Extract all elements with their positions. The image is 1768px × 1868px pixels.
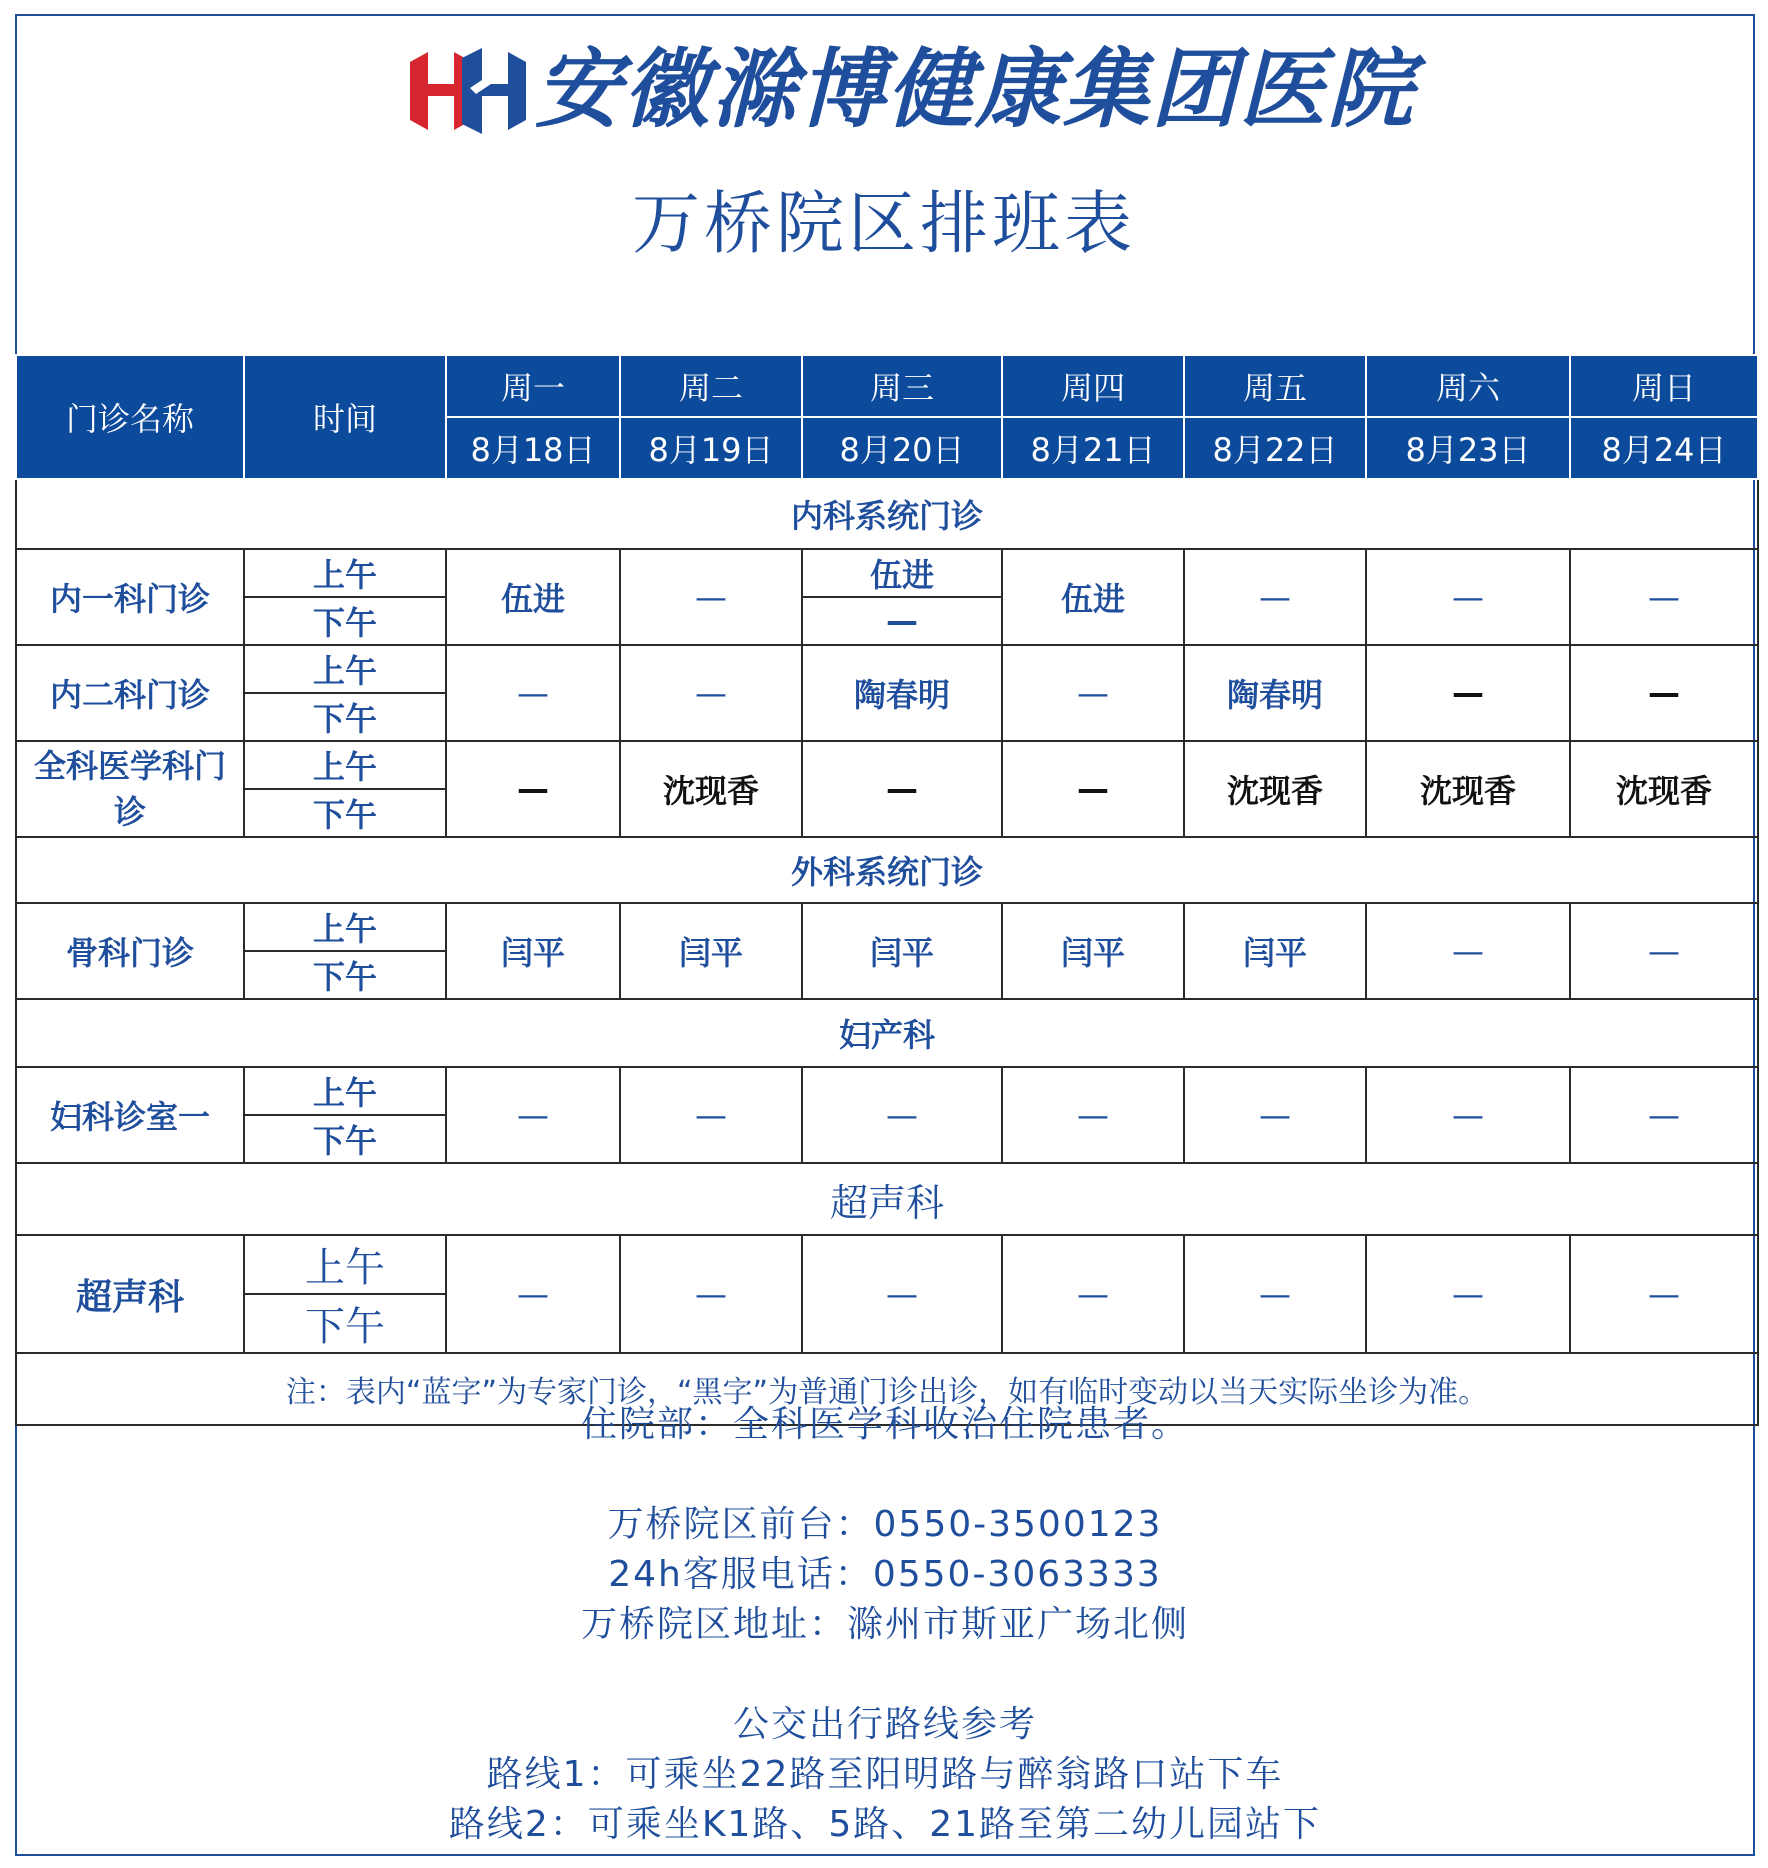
- schedule-cell: —: [1002, 741, 1184, 837]
- schedule-cell: —: [1366, 549, 1570, 645]
- schedule-cell: 闫平: [620, 903, 802, 999]
- schedule-cell: 陶春明: [802, 645, 1002, 741]
- schedule-cell: —: [1002, 1235, 1184, 1353]
- table-row: [16, 549, 1758, 597]
- am-label: 上午: [244, 645, 446, 693]
- weekday-header: 周日: [1570, 355, 1758, 417]
- weekday-header: 周二: [620, 355, 802, 417]
- weekday-header: 周三: [802, 355, 1002, 417]
- pm-label: 下午: [244, 1115, 446, 1163]
- schedule-cell: 闫平: [1184, 903, 1366, 999]
- weekday-header: 周五: [1184, 355, 1366, 417]
- schedule-cell: —: [620, 1067, 802, 1163]
- schedule-cell: —: [620, 1235, 802, 1353]
- bus-route-1: 路线1：可乘坐22路至阳明路与醉翁路口站下车: [486, 1754, 1284, 1795]
- schedule-cell: —: [1570, 1067, 1758, 1163]
- address: 万桥院区地址：滁州市斯亚广场北侧: [580, 1604, 1189, 1645]
- inpatient-info: 住院部：全科医学科收治住院患者。: [580, 1404, 1189, 1445]
- schedule-cell: 伍进: [802, 549, 1002, 597]
- am-label: 上午: [244, 741, 446, 789]
- schedule-cell: —: [1366, 903, 1570, 999]
- table-row: [16, 903, 1758, 951]
- schedule-cell: —: [1366, 645, 1570, 741]
- schedule-cell: —: [620, 549, 802, 645]
- schedule-title: 万桥院区排班表: [631, 185, 1136, 264]
- dept-name: 妇科诊室一: [16, 1067, 244, 1163]
- schedule-cell: 闫平: [446, 903, 620, 999]
- schedule-cell: —: [1366, 1067, 1570, 1163]
- schedule-cell: —: [1184, 1067, 1366, 1163]
- schedule-cell: 伍进: [446, 549, 620, 645]
- schedule-cell: —: [1366, 1235, 1570, 1353]
- section-title: 外科系统门诊: [16, 837, 1758, 903]
- schedule-cell: —: [1570, 903, 1758, 999]
- schedule-cell: 沈现香: [1184, 741, 1366, 837]
- front-desk-phone: 万桥院区前台：0550-3500123: [607, 1504, 1163, 1545]
- dept-name: 内一科门诊: [16, 549, 244, 645]
- table-row: [16, 1067, 1758, 1115]
- pm-label: 下午: [244, 1294, 446, 1353]
- schedule-cell: —: [1570, 645, 1758, 741]
- table-row: [16, 645, 1758, 693]
- table-row: [16, 1235, 1758, 1294]
- hospital-logo-icon: [410, 48, 530, 134]
- schedule-cell: 沈现香: [620, 741, 802, 837]
- schedule-cell: —: [446, 1067, 620, 1163]
- hospital-name: 安徽滁博健康集团医院: [535, 39, 1415, 140]
- date-header: 8月21日: [1002, 417, 1184, 479]
- schedule-cell: —: [446, 645, 620, 741]
- schedule-cell: 闫平: [802, 903, 1002, 999]
- schedule-note: 注：表内“蓝字”为专家门诊，“黑字”为普通门诊出诊，如有临时变动以当天实际坐诊为准。: [16, 1353, 1758, 1425]
- date-header: 8月19日: [620, 417, 802, 479]
- schedule-cell: —: [1184, 1235, 1366, 1353]
- schedule-cell: 沈现香: [1570, 741, 1758, 837]
- am-label: 上午: [244, 1235, 446, 1294]
- info-block: [17, 1396, 1753, 1850]
- date-header: 8月22日: [1184, 417, 1366, 479]
- section-title: 妇产科: [16, 999, 1758, 1067]
- weekday-header: 周六: [1366, 355, 1570, 417]
- schedule-cell: —: [1184, 549, 1366, 645]
- schedule-cell: —: [802, 1235, 1002, 1353]
- dept-name: 骨科门诊: [16, 903, 244, 999]
- schedule-cell: —: [1002, 1067, 1184, 1163]
- pm-label: 下午: [244, 597, 446, 645]
- schedule-cell: —: [446, 741, 620, 837]
- pm-label: 下午: [244, 951, 446, 999]
- pm-label: 下午: [244, 693, 446, 741]
- dept-name: 全科医学科门诊: [16, 741, 244, 837]
- weekday-header: 周四: [1002, 355, 1184, 417]
- pm-label: 下午: [244, 789, 446, 837]
- bus-title: 公交出行路线参考: [732, 1704, 1037, 1745]
- time-header: 时间: [244, 355, 446, 479]
- schedule-cell: —: [802, 1067, 1002, 1163]
- schedule-cell: 陶春明: [1184, 645, 1366, 741]
- dept-name: 超声科: [16, 1235, 244, 1353]
- schedule-cell: —: [620, 645, 802, 741]
- hotline-phone: 24h客服电话：0550-3063333: [608, 1554, 1162, 1595]
- date-header: 8月20日: [802, 417, 1002, 479]
- section-title: 内科系统门诊: [16, 479, 1758, 549]
- schedule-cell: —: [446, 1235, 620, 1353]
- schedule-cell: 伍进: [1002, 549, 1184, 645]
- schedule-cell: —: [1570, 1235, 1758, 1353]
- schedule-cell: —: [802, 597, 1002, 645]
- schedule-cell: 沈现香: [1366, 741, 1570, 837]
- table-row: [16, 741, 1758, 789]
- section-title: 超声科: [16, 1163, 1758, 1235]
- schedule-cell: —: [1002, 645, 1184, 741]
- dept-name: 内二科门诊: [16, 645, 244, 741]
- weekday-header: 周一: [446, 355, 620, 417]
- schedule-table: [15, 354, 1759, 1426]
- date-header: 8月23日: [1366, 417, 1570, 479]
- schedule-cell: —: [1570, 549, 1758, 645]
- dept-header: 门诊名称: [16, 355, 244, 479]
- am-label: 上午: [244, 1067, 446, 1115]
- schedule-cell: 闫平: [1002, 903, 1184, 999]
- date-header: 8月24日: [1570, 417, 1758, 479]
- bus-route-2: 路线2：可乘坐K1路、5路、21路至第二幼儿园站下: [448, 1804, 1322, 1845]
- am-label: 上午: [244, 903, 446, 951]
- schedule-cell: —: [802, 741, 1002, 837]
- date-header: 8月18日: [446, 417, 620, 479]
- am-label: 上午: [244, 549, 446, 597]
